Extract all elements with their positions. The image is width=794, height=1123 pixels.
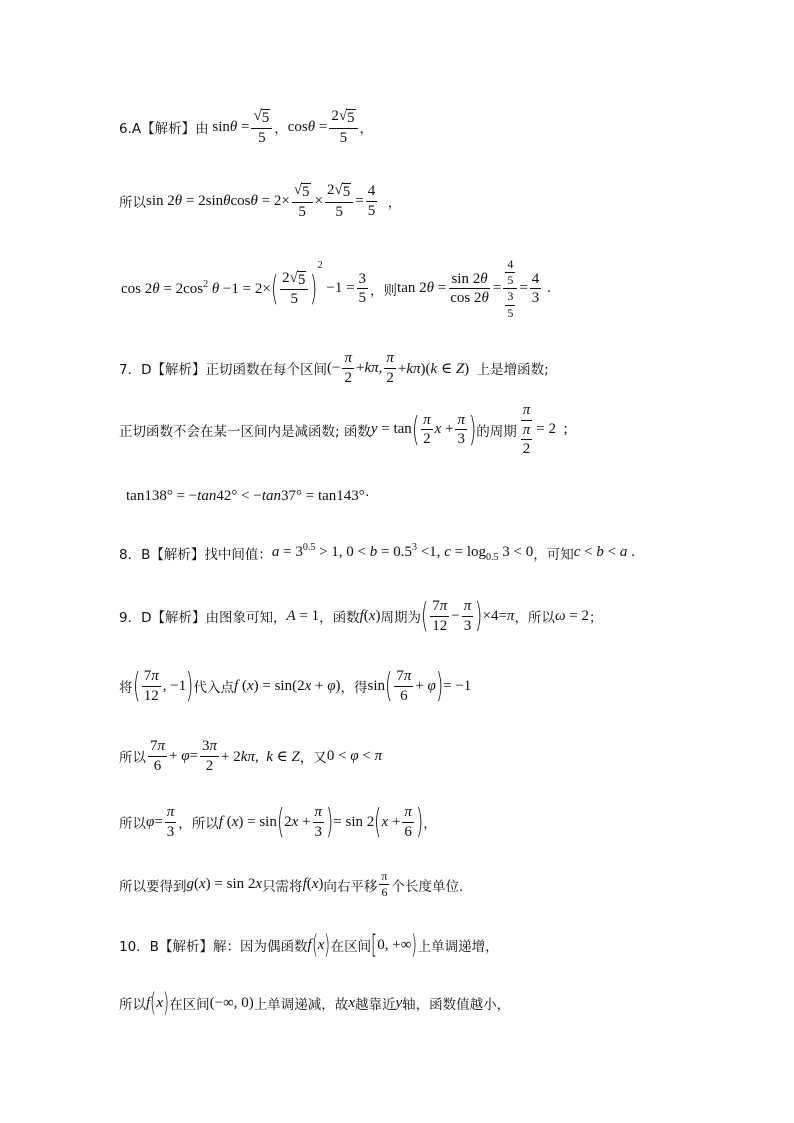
q9-frac-7pi-6: $\frac{7\pi}{6}$ (396, 668, 412, 704)
q9-also-label: ，又 (299, 750, 327, 766)
q7-frac-pi-3: $\frac{\pi}{3}$ (457, 411, 465, 448)
q7-frac-pi-2c: $\frac{\pi}{2}$ (423, 411, 431, 448)
q6-frac-sqrt5-5: √ 5 5 (251, 108, 272, 146)
q9-line-4: 所以 φ= $\frac{\pi}{3}$ ，所以 f (x) = sin ( 2x + $\frac{\pi}{3}$ ) = sin 2 ( x + $\frac{\pi}{6}$ ) ， (119, 802, 437, 842)
q9-final-d: 个长度单位. (391, 878, 464, 895)
q9-heading: 9．D【解析】由图象可知， (119, 610, 287, 626)
q10-line-1: 10．B【解析】解：因为偶函数 f ( x ) 在区间 [ 0, +∞ ) 上单调递增， (119, 930, 499, 960)
q6-line-2: 所以 sin 2θ = 2sinθcosθ = 2× √ 5 5 × 2 √ 5 5 = $\frac{4}{5}$ ， (119, 182, 402, 220)
q9-frac-7pi-12: $\frac{7\pi}{12}$ (432, 598, 448, 634)
q7-line-2: 正切函数不会在某一区间内是减函数; 函数 y = tan ( $\frac{\pi}{2}$ x + $\frac{\pi}{3}$ ) 的周期 $\frac{\pi}{\frac{\pi}{2}}$ = 2 ; (119, 402, 568, 457)
q9-frac-pi-3: $\frac{\pi}{3}$ (463, 598, 472, 634)
q7-period-frac: $\frac{\pi}{\frac{\pi}{2}}$ (522, 402, 531, 457)
q6-nested-frac: $\frac{\frac{4}{5}}{\frac{3}{5}}$ (503, 258, 517, 320)
q7-frac-pi-2a: $\frac{\pi}{2}$ (344, 350, 352, 386)
q6-frac-4-5: $\frac{4}{5}$ (367, 183, 376, 219)
q8-heading: 8．B【解析】找中间值： (119, 546, 272, 563)
q6-cos-theta: cosθ = (287, 118, 328, 135)
q9-frac-7pi-12b: $\frac{7\pi}{12}$ (143, 668, 159, 704)
q7-heading: 7．D【解析】正切函数在每个区间 (119, 362, 327, 378)
q9-so3-label: 所以 (119, 816, 146, 832)
q6-line-1: 6.A【解析】由 sinθ = √ 5 5 ， cosθ = 2 √ 5 5 ， (119, 108, 374, 146)
q6-frac-sin-cos: $\frac{\sin 2\theta}{\cos 2\theta}$ (450, 270, 489, 307)
q10-l2c: 上单调递减，故 (253, 997, 349, 1013)
q7-increasing: 上是增函数; (476, 362, 549, 378)
q6-frac-c: 2 √ 5 5 (280, 270, 308, 308)
q10-tail: 上单调递增， (417, 939, 499, 955)
q9-line-2: 将 ( $\frac{7\pi}{12}$ , −1 ) 代入点 f (x) = sin(2x + φ) ，得 sin ( $\frac{7\pi}{6}$ + φ ) = −1 (119, 666, 472, 706)
q9-frac-pi-3b: $\frac{\pi}{3}$ (166, 804, 175, 840)
q9-frac-7pi-6b: $\frac{7\pi}{6}$ (150, 738, 166, 774)
q7-frac-pi-2b: $\frac{\pi}{2}$ (386, 350, 394, 386)
q9-final-c: 向右平移 (323, 878, 378, 895)
q6-sin-theta: sinθ = (208, 118, 250, 135)
q7-line-1: 7．D【解析】正切函数在每个区间 (− $\frac{\pi}{2}$ +kπ, $\frac{\pi}{2}$ +kπ)(k ∈ Z) 上是增函数; (119, 350, 549, 386)
q9-final-a: 所以要得到 (119, 878, 187, 895)
q7-tan-compare: tan138° = −tan42° < −tan37° = tan143°· (126, 488, 370, 504)
q6-sin2theta-expr: sin 2θ = 2sinθcosθ = 2× (146, 192, 290, 209)
q9-frac-3pi-2: $\frac{3\pi}{2}$ (202, 738, 218, 774)
q7-line-3 (126, 488, 370, 505)
q10-heading: 10．B【解析】解：因为偶函数 (119, 939, 308, 955)
q9-func-label: ，函数 (319, 610, 360, 626)
q6-tan2theta: tan 2θ = (397, 280, 447, 297)
q10-mid: 在区间 (330, 939, 372, 955)
q9-period-label: 周期为 (380, 610, 421, 626)
q9-frac-pi-3c: $\frac{\pi}{3}$ (314, 804, 323, 840)
q7-text-2: 正切函数不会在某一区间内是减函数; 函数 (119, 423, 371, 440)
q6-line-3: $\cos 2\theta = 2\cos^2$ θ −1 = 2× ( 2 √ 5 5 ) 2 −1 = $\frac{3}{5}$ ，则 tan 2θ = $\frac{\sin 2\theta}{\cos 2\theta}$ = $\frac{\frac{4}{5}}{\frac{3}{5}}$ = $\frac{4}{3}$ . (121, 257, 551, 320)
q6-heading: 6.A【解析】由 (119, 121, 209, 137)
q10-l2a: 所以 (119, 997, 146, 1013)
q6-cos2theta-expr: $\cos 2\theta = 2\cos^2$ θ −1 = 2× (121, 279, 271, 298)
q6-frac-3-5: $\frac{3}{5}$ (358, 270, 367, 307)
q9-line-1: 9．D【解析】由图象可知， A = 1 ，函数 f(x) 周期为 ( $\frac{7\pi}{12}$ − $\frac{\pi}{3}$ ) ×4=π ，所以 ω = 2 ； (119, 596, 603, 636)
q9-so3b-label: ，所以 (178, 816, 219, 832)
q7-period-label: 的周期 (476, 423, 517, 440)
q10-line-2: 所以 f ( x ) 在区间 (−∞, 0) 上单调递减，故 x 越靠近 y 轴，函数值越小， (119, 988, 511, 1018)
q10-l2e: 轴，函数值越小， (402, 997, 511, 1013)
q8-line: 8．B【解析】找中间值： $a = 3^{0.5} > 1$, $0 < b = 0.5^3 <1$, $c = \log_{0.5} 3 < 0$ ，可知 c < b < a . (119, 542, 635, 563)
q9-so2-label: 所以 (119, 750, 146, 766)
q9-sub2-label: 代入点 (193, 680, 235, 696)
q9-frac-pi-6-small: $\frac{\pi}{6}$ (381, 869, 388, 900)
q9-line-3: 所以 $\frac{7\pi}{6}$ + φ= $\frac{3\pi}{2}$ + 2kπ, k ∈ Z ，又 0 < φ < π (119, 738, 383, 774)
q9-get-label: ，得 (340, 680, 368, 696)
q6-so-label: 所以 (119, 195, 146, 211)
q6-frac-a: √ 5 5 (292, 182, 313, 220)
q9-sub-label: 将 (119, 680, 133, 696)
q6-frac-4-3: $\frac{4}{3}$ (531, 270, 540, 307)
q6-frac-b: 2 √ 5 5 (325, 182, 353, 220)
q8-expr: $a = 3^{0.5} > 1$, $0 < b = 0.5^3 <1$, $c = \log_{0.5} 3 < 0$ (271, 542, 534, 563)
q6-frac-2sqrt5-5: 2 √ 5 5 (329, 108, 357, 146)
q6-then-label: ，则 (370, 282, 398, 299)
q9-line-5: 所以要得到 g(x) = sin 2x 只需将 f(x) 向右平移 $\frac{\pi}{6}$ 个长度单位. (119, 869, 464, 900)
q9-so-label: ，所以 (514, 610, 555, 626)
q9-final-b: 只需将 (262, 878, 303, 895)
q10-l2b: 在区间 (169, 997, 210, 1013)
q10-l2d: 越靠近 (354, 997, 396, 1013)
q8-tail: ，可知 (533, 546, 574, 563)
q9-frac-pi-6: $\frac{\pi}{6}$ (404, 804, 412, 840)
